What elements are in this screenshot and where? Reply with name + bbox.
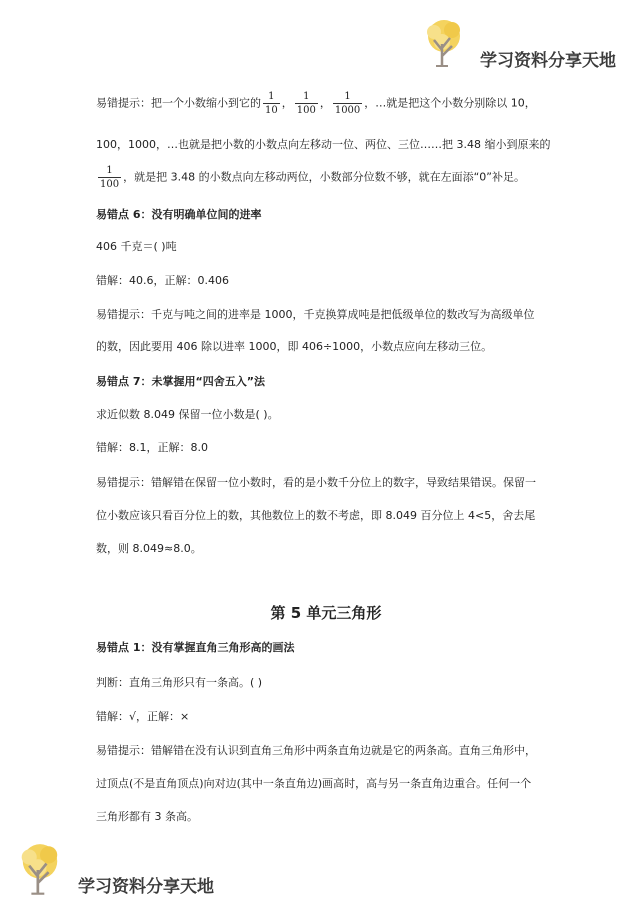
- fraction: $\frac{1}{100}$: [296, 91, 316, 116]
- footer-logo: [14, 842, 224, 902]
- tree-icon: [14, 842, 66, 898]
- fraction: $\frac{1}{100}$: [100, 165, 120, 190]
- header-logo-text: 学习资料分享天地: [480, 51, 616, 71]
- hint-line: 三角形都有 3 条高。: [96, 810, 198, 823]
- hint-line: 易错提示：错解错在没有认识到直角三角形中两条直角边就是它的两条高。直角三角形中，: [96, 744, 536, 757]
- hint-text: ，…就是把这个小数分别除以 10，: [364, 96, 536, 110]
- answer-text: 错解：√，正解：×: [96, 710, 190, 723]
- answer-text: 错解：40.6，正解：0.406: [96, 274, 229, 287]
- answer-text: 错解：8.1，正解：8.0: [96, 441, 208, 454]
- hint-line: 易错提示：错解错在保留一位小数时，看的是小数千分位上的数字，导致结果错误。保留一: [96, 476, 536, 489]
- question-text: 求近似数 8.049 保留一位小数是( )。: [96, 408, 279, 421]
- tree-icon: [420, 18, 468, 70]
- hint-text: ，就是把 3.48 的小数点向左移动两位，小数部分位数不够，就在左面添“0”补足。: [123, 170, 525, 184]
- hint-line: 位小数应该只看百分位上的数，其他数位上的数不考虑，即 8.049 百分位上 4<5，舍去尾: [96, 509, 536, 522]
- section-heading: 易错点 6：没有明确单位间的进率: [96, 208, 262, 221]
- footer-logo-text: 学习资料分享天地: [78, 877, 214, 897]
- question-text: 406 千克＝( )吨: [96, 240, 177, 253]
- fraction: $\frac{1}{1000}$: [334, 91, 361, 116]
- hint-line: 数，则 8.049≈8.0。: [96, 542, 202, 555]
- question-text: 判断：直角三角形只有一条高。( ): [96, 676, 263, 689]
- hint-line: 的数，因此要用 406 除以进率 1000，即 406÷1000，小数点应向左移动三位。: [96, 340, 493, 353]
- hint-line: 过顶点(不是直角顶点)向对边(其中一条直角边)画高时，高与另一条直角边重合。任何一个: [96, 777, 532, 790]
- section-heading: 易错点 1：没有掌握直角三角形高的画法: [96, 641, 295, 654]
- section-heading: 易错点 7：未掌握用“四舍五入”法: [96, 375, 265, 388]
- hint-line: 易错提示：把一个小数缩小到它的 $\frac{1}{10}$ ， $\frac{1}{100}$ ， $\frac{1}{1000}$ ，…就是把这个小数分别除以 10，: [96, 91, 536, 116]
- fraction: $\frac{1}{10}$: [265, 91, 278, 116]
- header-logo: [420, 18, 635, 78]
- hint-line: 易错提示：千克与吨之间的进率是 1000，千克换算成吨是把低级单位的数改写为高级单位: [96, 308, 535, 321]
- hint-line: 100，1000，…也就是把小数的小数点向左移动一位、两位、三位……把 3.48 缩小到原来的: [96, 138, 551, 151]
- hint-line: [96, 164, 525, 191]
- unit-title: 第 5 单元三角形: [270, 604, 382, 622]
- hint-text: 易错提示：把一个小数缩小到它的: [96, 96, 261, 110]
